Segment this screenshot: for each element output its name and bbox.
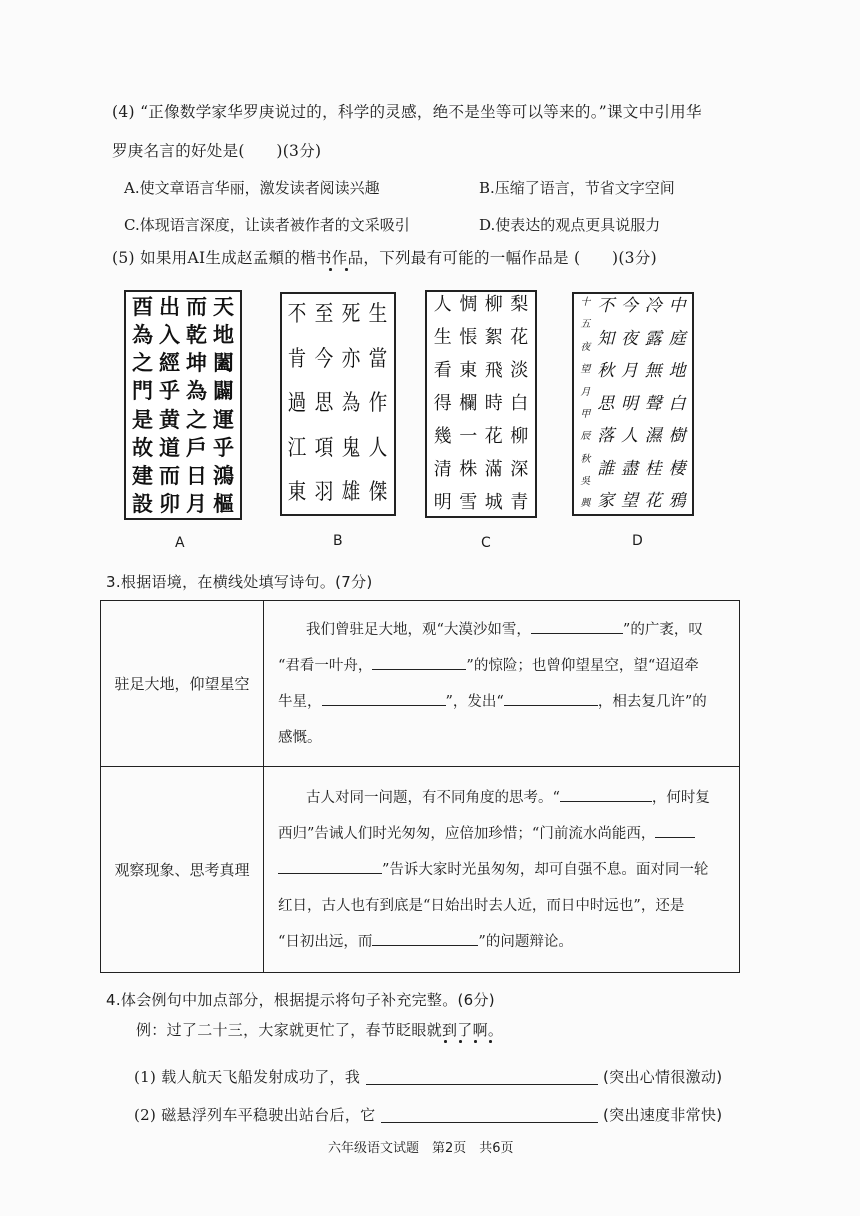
calligraphy-character: 項: [315, 435, 334, 461]
calligraphy-character: 乎: [159, 378, 180, 404]
q3-title: 3.根据语境，在横线处填写诗句。(7分): [106, 573, 373, 591]
calligraphy-character: 酉: [132, 294, 153, 319]
row-topic: 观察现象、思考真理: [101, 767, 264, 973]
calligraphy-character: 飛: [484, 360, 503, 381]
calligraphy-character: 濕: [644, 426, 662, 446]
page-footer: 六年级语文试题 第2页 共6页: [328, 1141, 514, 1156]
calligraphy-character: 入: [159, 322, 180, 348]
panel-b-label: B: [333, 533, 343, 549]
calligraphy-panel-d: [572, 292, 694, 516]
calligraphy-character: 家: [597, 491, 615, 511]
calligraphy-character: 傑: [369, 480, 388, 505]
calligraphy-character: 地: [668, 361, 686, 381]
answer-blank[interactable]: [372, 653, 466, 670]
calligraphy-character: 道: [159, 434, 180, 460]
q4-option-a: A.使文章语言华丽，激发读者阅读兴趣: [124, 179, 380, 197]
emphasis-dot: [459, 1040, 462, 1043]
calligraphy-character: 為: [132, 322, 153, 348]
passage-text: ”的广袤，叹: [622, 621, 703, 638]
calligraphy-character: 為: [186, 378, 207, 404]
calligraphy-character: 之: [132, 350, 153, 376]
calligraphy-character: 為: [342, 391, 361, 416]
answer-blank[interactable]: [322, 689, 446, 706]
q5-stem: (5) 如果用AI生成赵孟頫的楷书作品，下列最有可能的一幅作品是 ( )(3分): [112, 249, 657, 267]
calligraphy-character: 故: [132, 434, 153, 460]
q4b-item2-hint: (突出速度非常快): [603, 1106, 723, 1124]
table-row: [101, 601, 740, 767]
calligraphy-character: 而: [159, 462, 180, 488]
passage-text: 我们曾驻足大地，观“大漠沙如雪，: [306, 621, 531, 638]
panel-a-label: A: [175, 535, 185, 551]
calligraphy-character: 鴻: [213, 462, 234, 488]
calligraphy-character: 當: [369, 346, 388, 372]
panel-d-column: [621, 298, 638, 510]
q4-option-c: C.体现语言深度，让读者被作者的文采吸引: [124, 216, 410, 234]
calligraphy-character: 吳: [580, 476, 591, 487]
calligraphy-character: 幾: [433, 426, 452, 447]
panel-a-column: [186, 296, 207, 514]
calligraphy-character: 東: [459, 360, 478, 381]
calligraphy-character: 誰: [597, 458, 615, 479]
panel-b-column: [315, 304, 334, 504]
passage-text: ，何时复: [651, 789, 710, 806]
calligraphy-character: 淡: [510, 360, 529, 381]
calligraphy-character: 羽: [315, 480, 334, 505]
calligraphy-character: 明: [620, 393, 638, 414]
q4-stem-line1: (4) “正像数学家华罗庚说过的，科学的灵感，绝不是坐等可以等来的。”课文中引用华: [112, 103, 702, 121]
q4b-example: 例：过了二十三，大家就更忙了，春节眨眼就到了啊。: [136, 1021, 504, 1039]
answer-blank[interactable]: [372, 929, 478, 946]
calligraphy-character: 月: [580, 386, 591, 398]
calligraphy-character: 天: [213, 294, 234, 319]
calligraphy-character: 作: [369, 391, 388, 416]
panel-c-column: [459, 296, 477, 512]
calligraphy-character: 柳: [484, 294, 503, 315]
passage-text: ”的问题辩论。: [478, 933, 573, 950]
calligraphy-character: 不: [597, 296, 615, 316]
calligraphy-character: 中: [668, 296, 686, 316]
calligraphy-character: 梨: [510, 294, 529, 315]
calligraphy-character: 興: [580, 498, 591, 510]
calligraphy-character: 生: [433, 327, 452, 348]
calligraphy-character: 五: [580, 319, 591, 331]
emphasis-dot: [489, 1040, 492, 1043]
calligraphy-character: 之: [186, 406, 207, 432]
calligraphy-character: 得: [433, 393, 452, 414]
passage-text: ”，发出“: [445, 693, 504, 710]
passage-text: “日初出远，而: [278, 933, 373, 950]
panel-b-column: [288, 304, 307, 504]
calligraphy-character: 江: [288, 435, 307, 461]
emphasis-dot: [444, 1040, 447, 1043]
calligraphy-character: 死: [342, 302, 361, 327]
calligraphy-character: 惆: [459, 294, 478, 315]
answer-blank[interactable]: [278, 857, 382, 874]
calligraphy-character: 肯: [288, 346, 307, 372]
calligraphy-character: 鬼: [342, 435, 361, 461]
calligraphy-character: 至: [315, 302, 334, 327]
panel-c-column: [434, 296, 452, 512]
calligraphy-character: 落: [597, 426, 615, 446]
table-row: [101, 767, 740, 973]
calligraphy-character: 知: [597, 328, 615, 349]
panel-c-column: [510, 296, 528, 512]
emphasis-dot: [474, 1040, 477, 1043]
calligraphy-character: 乎: [213, 434, 234, 460]
calligraphy-character: 人: [620, 426, 638, 446]
calligraphy-character: 而: [186, 294, 207, 319]
calligraphy-character: 坤: [186, 350, 207, 376]
calligraphy-character: 花: [644, 491, 662, 511]
answer-line[interactable]: [381, 1122, 598, 1123]
calligraphy-character: 乾: [186, 322, 207, 348]
calligraphy-character: 夜: [580, 341, 591, 353]
panel-a-column: [159, 296, 180, 514]
answer-blank[interactable]: [655, 821, 695, 838]
calligraphy-panel-b: [280, 292, 396, 516]
passage-text: 感慨。: [278, 729, 322, 746]
calligraphy-character: 月: [620, 361, 638, 381]
passage-text: ”告诉大家时光虽匆匆，却可自强不息。面对同一轮: [382, 861, 709, 878]
calligraphy-character: 日: [186, 462, 207, 488]
calligraphy-character: 鴉: [668, 491, 686, 511]
calligraphy-character: 無: [644, 361, 662, 381]
calligraphy-character: 株: [459, 459, 478, 480]
passage-text: 红日，古人也有到底是“日始出时去人近，而日中时远也”，还是: [278, 897, 685, 914]
passage-text: 古人对同一问题，有不同角度的思考。“: [306, 789, 560, 806]
calligraphy-character: 冷: [644, 296, 662, 316]
calligraphy-character: 白: [668, 393, 686, 414]
q4-stem-line2: 罗庚名言的好处是( )(3分): [112, 142, 322, 160]
calligraphy-character: 桂: [644, 458, 662, 479]
calligraphy-character: 闔: [213, 350, 234, 376]
calligraphy-character: 月: [186, 490, 207, 516]
emphasis-dot: [329, 268, 332, 271]
calligraphy-character: 柳: [510, 426, 529, 447]
calligraphy-character: 白: [510, 393, 529, 414]
calligraphy-character: 滿: [484, 459, 503, 480]
panel-d-column: [669, 298, 686, 510]
calligraphy-character: 亦: [342, 346, 361, 372]
calligraphy-character: 人: [369, 435, 388, 461]
calligraphy-character: 東: [288, 480, 307, 505]
calligraphy-character: 城: [484, 492, 503, 513]
panel-d-column: [597, 298, 614, 510]
calligraphy-character: 黄: [159, 406, 180, 432]
calligraphy-character: 雄: [342, 480, 361, 505]
calligraphy-character: 清: [433, 459, 452, 480]
calligraphy-character: 闢: [213, 378, 234, 404]
calligraphy-character: 絮: [484, 327, 503, 348]
calligraphy-character: 今: [315, 346, 334, 372]
calligraphy-character: 今: [620, 296, 638, 316]
calligraphy-character: 是: [132, 406, 153, 432]
panel-d-inscription: [580, 298, 590, 510]
row-topic: 驻足大地，仰望星空: [101, 601, 264, 767]
panel-a-column: [132, 296, 153, 514]
panel-b-column: [369, 304, 388, 504]
calligraphy-character: 看: [433, 360, 452, 381]
calligraphy-character: 望: [620, 491, 638, 511]
row-passage: [264, 601, 740, 767]
calligraphy-character: 庭: [668, 328, 686, 349]
panel-b-column: [342, 304, 361, 504]
calligraphy-character: 甲: [580, 408, 591, 420]
calligraphy-character: 雪: [459, 492, 478, 513]
calligraphy-character: 十: [580, 297, 591, 308]
q4b-item2-stem: (2) 磁悬浮列车平稳驶出站台后，它: [134, 1106, 376, 1124]
answer-blank[interactable]: [504, 689, 598, 706]
calligraphy-character: 一: [459, 426, 478, 447]
calligraphy-panel-a: [124, 290, 242, 520]
calligraphy-character: 棲: [668, 458, 686, 479]
calligraphy-character: 明: [433, 492, 452, 513]
passage-text: 西归”告诫人们时光匆匆，应倍加珍惜；“门前流水尚能西，: [278, 825, 656, 842]
calligraphy-character: 青: [510, 492, 529, 513]
calligraphy-character: 夜: [620, 328, 638, 349]
q4b-title: 4.体会例句中加点部分，根据提示将句子补充完整。(6分): [106, 991, 495, 1009]
answer-blank[interactable]: [531, 617, 623, 634]
calligraphy-character: 望: [580, 364, 591, 376]
calligraphy-character: 不: [288, 302, 307, 327]
calligraphy-character: 戶: [186, 434, 207, 460]
q4-option-d: D.使表达的观点更具说服力: [479, 216, 661, 234]
calligraphy-character: 秋: [597, 361, 615, 381]
passage-text: 牛星，: [278, 693, 322, 710]
calligraphy-character: 聲: [644, 393, 662, 414]
calligraphy-character: 辰: [580, 431, 591, 443]
calligraphy-character: 出: [159, 294, 180, 319]
calligraphy-character: 秋: [580, 453, 591, 465]
calligraphy-character: 欄: [459, 393, 478, 414]
calligraphy-character: 花: [510, 327, 529, 348]
calligraphy-character: 地: [213, 322, 234, 348]
panel-d-label: D: [632, 533, 643, 549]
calligraphy-character: 人: [433, 294, 452, 315]
answer-blank[interactable]: [560, 785, 652, 802]
q4-option-b: B.压缩了语言，节省文字空间: [479, 179, 675, 197]
calligraphy-character: 悵: [459, 327, 478, 348]
panel-d-column: [645, 298, 662, 510]
poem-fill-table: [100, 600, 740, 973]
calligraphy-character: 經: [159, 350, 180, 376]
passage-text: “君看一叶舟，: [278, 657, 373, 674]
calligraphy-character: 門: [132, 378, 153, 404]
panel-a-column: [213, 296, 234, 514]
panel-c-column: [485, 296, 503, 512]
calligraphy-character: 盡: [620, 458, 638, 479]
calligraphy-character: 設: [132, 490, 153, 516]
calligraphy-character: 思: [597, 393, 615, 414]
calligraphy-character: 思: [315, 391, 334, 416]
panel-c-label: C: [481, 535, 491, 551]
calligraphy-character: 生: [369, 302, 388, 327]
calligraphy-panel-c: [425, 290, 537, 518]
q4b-item1-stem: (1) 载人航天飞船发射成功了，我: [134, 1068, 361, 1086]
calligraphy-character: 樹: [668, 426, 686, 446]
calligraphy-character: 樞: [213, 490, 234, 516]
calligraphy-character: 運: [213, 406, 234, 432]
calligraphy-character: 深: [510, 459, 529, 480]
passage-text: ”的惊险；也曾仰望星空，望“迢迢牵: [466, 657, 699, 674]
emphasis-dot: [345, 268, 348, 271]
calligraphy-character: 時: [484, 393, 503, 414]
calligraphy-character: 露: [644, 328, 662, 349]
calligraphy-character: 花: [484, 426, 503, 447]
calligraphy-character: 卯: [159, 490, 180, 516]
q4b-item1-hint: (突出心情很激动): [603, 1068, 723, 1086]
row-passage: [264, 767, 740, 973]
answer-line[interactable]: [366, 1084, 598, 1085]
calligraphy-character: 建: [132, 462, 153, 488]
calligraphy-character: 過: [288, 391, 307, 416]
passage-text: ，相去复几许”的: [597, 693, 707, 710]
